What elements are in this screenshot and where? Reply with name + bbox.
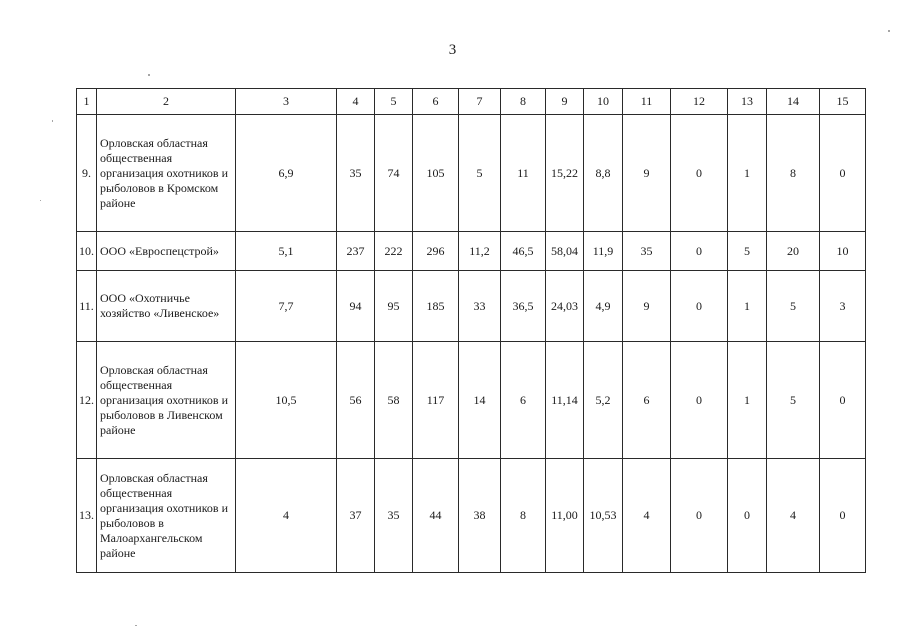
table-cell: 105 [413,115,459,232]
organization-name: Орловская областная общественная организация охотников и рыболовов в Кромском районе [97,115,236,232]
table-cell: 58,04 [546,232,584,271]
table-cell: 237 [337,232,375,271]
header-cell: 11 [623,89,671,115]
header-cell: 5 [375,89,413,115]
table-cell: 38 [459,459,501,573]
table-cell: 0 [820,115,866,232]
row-index: 13. [77,459,97,573]
table-cell: 6 [501,342,546,459]
table-cell: 5 [767,342,820,459]
header-row [77,89,866,115]
table-cell: 5 [767,271,820,342]
table-cell: 8 [767,115,820,232]
header-cell: 13 [728,89,767,115]
header-cell: 15 [820,89,866,115]
table-cell: 10 [820,232,866,271]
table-cell: 44 [413,459,459,573]
table-cell: 0 [820,342,866,459]
header-cell: 8 [501,89,546,115]
data-table [76,88,866,573]
table-cell: 11,9 [584,232,623,271]
header-cell: 1 [77,89,97,115]
organization-name: ООО «Евроспецстрой» [97,232,236,271]
table-cell: 185 [413,271,459,342]
header-cell: 4 [337,89,375,115]
table-cell: 4,9 [584,271,623,342]
table-cell: 117 [413,342,459,459]
table-cell: 1 [728,271,767,342]
table-cell: 296 [413,232,459,271]
table-cell: 11 [501,115,546,232]
table-cell: 11,2 [459,232,501,271]
table-cell: 5 [459,115,501,232]
table-cell: 222 [375,232,413,271]
table-cell: 35 [375,459,413,573]
table-cell: 10,5 [236,342,337,459]
table-cell: 56 [337,342,375,459]
table-cell: 4 [623,459,671,573]
table-cell: 0 [820,459,866,573]
header-cell: 2 [97,89,236,115]
header-cell: 10 [584,89,623,115]
table-cell: 8 [501,459,546,573]
row-index: 12. [77,342,97,459]
table-row [77,459,866,573]
row-index: 11. [77,271,97,342]
table-row [77,232,866,271]
table-cell: 94 [337,271,375,342]
table-cell: 0 [671,271,728,342]
row-index: 10. [77,232,97,271]
header-cell: 7 [459,89,501,115]
table-cell: 6 [623,342,671,459]
row-index: 9. [77,115,97,232]
table-row [77,342,866,459]
organization-name: Орловская областная общественная организация охотников и рыболовов в Малоархангельском районе [97,459,236,573]
table-cell: 5,2 [584,342,623,459]
table-row [77,271,866,342]
table-cell: 74 [375,115,413,232]
table-cell: 10,53 [584,459,623,573]
scan-speck [148,74,150,76]
table-cell: 11,14 [546,342,584,459]
table-cell: 0 [671,342,728,459]
header-cell: 3 [236,89,337,115]
table-cell: 0 [671,115,728,232]
table-cell: 24,03 [546,271,584,342]
organization-name: ООО «Охотничье хозяйство «Ливенское» [97,271,236,342]
table-cell: 1 [728,342,767,459]
table-cell: 5 [728,232,767,271]
header-cell: 9 [546,89,584,115]
table-cell: 4 [236,459,337,573]
table-cell: 0 [671,232,728,271]
scan-speck [40,200,41,201]
table-cell: 1 [728,115,767,232]
table-cell: 20 [767,232,820,271]
header-cell: 14 [767,89,820,115]
header-cell: 6 [413,89,459,115]
table-cell: 6,9 [236,115,337,232]
table-cell: 35 [623,232,671,271]
table-cell: 7,7 [236,271,337,342]
table-cell: 95 [375,271,413,342]
table-row [77,115,866,232]
table-cell: 37 [337,459,375,573]
table-cell: 46,5 [501,232,546,271]
table-cell: 0 [728,459,767,573]
table-cell: 0 [671,459,728,573]
table-cell: 33 [459,271,501,342]
table-cell: 3 [820,271,866,342]
header-cell: 12 [671,89,728,115]
table-cell: 5,1 [236,232,337,271]
table-cell: 11,00 [546,459,584,573]
table-cell: 9 [623,115,671,232]
table-cell: 8,8 [584,115,623,232]
scan-speck [52,120,53,122]
table-cell: 15,22 [546,115,584,232]
table-cell: 9 [623,271,671,342]
table-cell: 35 [337,115,375,232]
table-cell: 14 [459,342,501,459]
organization-name: Орловская областная общественная организация охотников и рыболовов в Ливенском районе [97,342,236,459]
table-cell: 4 [767,459,820,573]
table-cell: 58 [375,342,413,459]
scan-speck [135,625,137,626]
table-cell: 36,5 [501,271,546,342]
page-number: 3 [448,42,457,58]
scan-speck [888,30,890,32]
